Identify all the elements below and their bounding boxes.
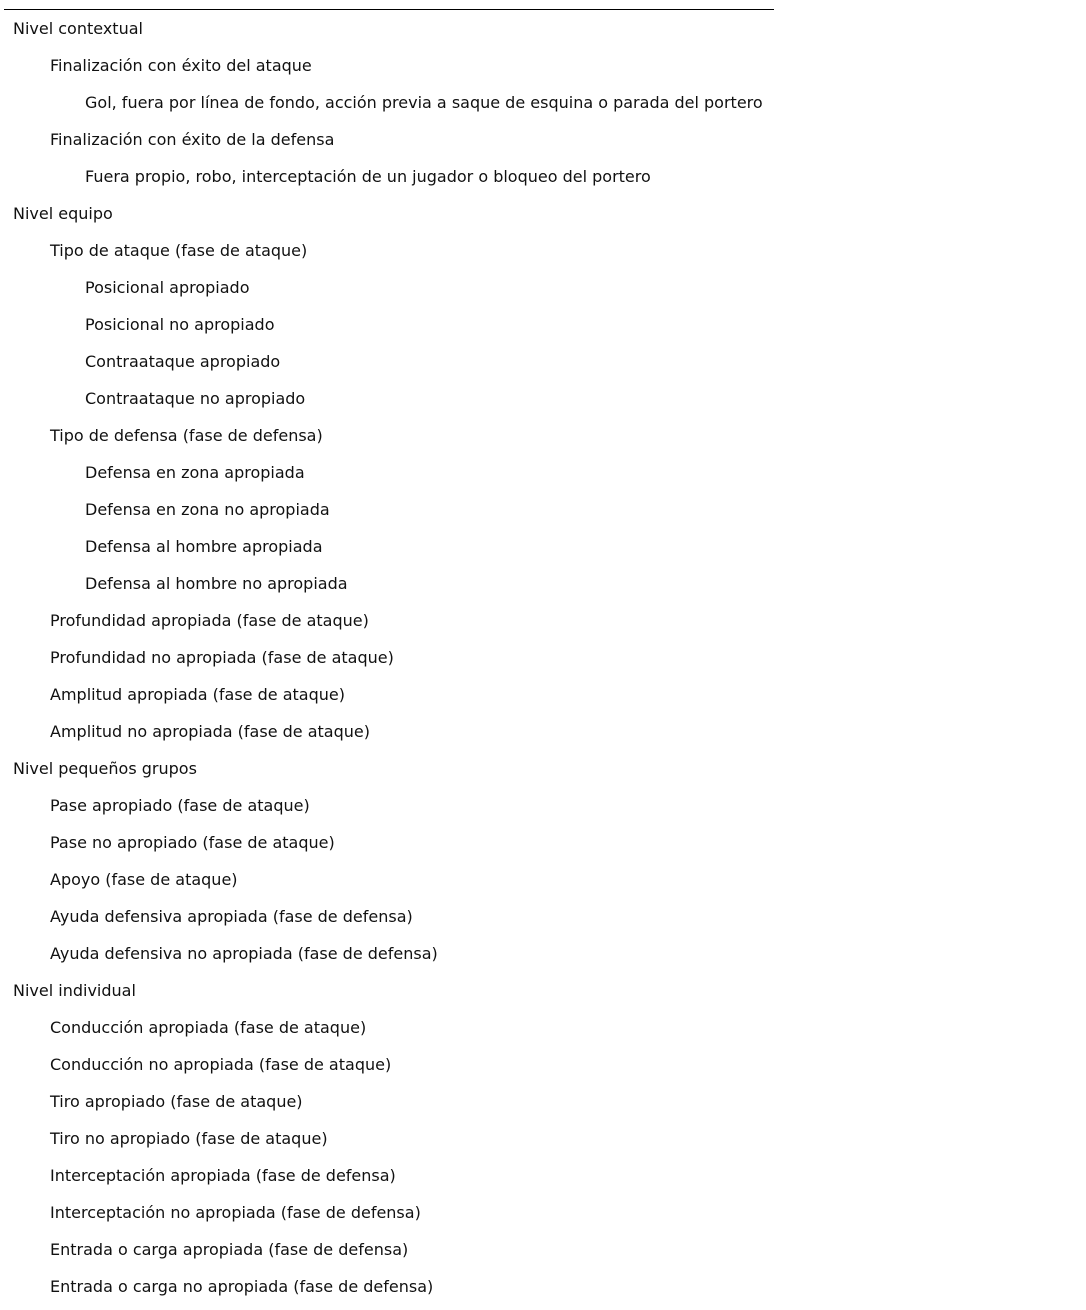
category-item: Conducción no apropiada (fase de ataque)	[50, 1055, 392, 1074]
category-item: Entrada o carga apropiada (fase de defensa)	[50, 1240, 409, 1259]
category-item: Tiro apropiado (fase de ataque)	[50, 1092, 303, 1111]
category-item: Amplitud no apropiada (fase de ataque)	[50, 722, 370, 741]
category-item: Posicional apropiado	[85, 278, 250, 297]
category-item: Amplitud apropiada (fase de ataque)	[50, 685, 345, 704]
category-item: Interceptación no apropiada (fase de defensa)	[50, 1203, 421, 1222]
category-item: Gol, fuera por línea de fondo, acción previa a saque de esquina o parada del portero	[85, 93, 763, 112]
category-item: Contraataque apropiado	[85, 352, 281, 371]
category-item: Ayuda defensiva apropiada (fase de defensa)	[50, 907, 413, 926]
category-item: Profundidad apropiada (fase de ataque)	[50, 611, 369, 630]
category-level-nivel-individual: Nivel individual	[13, 981, 136, 1000]
category-item: Apoyo (fase de ataque)	[50, 870, 238, 889]
category-item: Interceptación apropiada (fase de defensa)	[50, 1166, 396, 1185]
category-item: Tiro no apropiado (fase de ataque)	[50, 1129, 328, 1148]
category-item: Conducción apropiada (fase de ataque)	[50, 1018, 367, 1037]
category-level-nivel-equipo: Nivel equipo	[13, 204, 113, 223]
category-item: Profundidad no apropiada (fase de ataque)	[50, 648, 394, 667]
category-item: Pase apropiado (fase de ataque)	[50, 796, 310, 815]
category-item: Posicional no apropiado	[85, 315, 275, 334]
category-item: Pase no apropiado (fase de ataque)	[50, 833, 335, 852]
category-level-nivel-pequenos-grupos: Nivel pequeños grupos	[13, 759, 197, 778]
category-item: Defensa en zona no apropiada	[85, 500, 330, 519]
category-item: Finalización con éxito del ataque	[50, 56, 312, 75]
category-item: Defensa en zona apropiada	[85, 463, 305, 482]
category-item: Defensa al hombre no apropiada	[85, 574, 348, 593]
category-level-nivel-contextual: Nivel contextual	[13, 19, 143, 38]
category-item: Defensa al hombre apropiada	[85, 537, 323, 556]
category-item: Contraataque no apropiado	[85, 389, 306, 408]
category-item: Entrada o carga no apropiada (fase de defensa)	[50, 1277, 434, 1296]
category-item: Finalización con éxito de la defensa	[50, 130, 335, 149]
category-item: Ayuda defensiva no apropiada (fase de defensa)	[50, 944, 438, 963]
category-outline	[0, 10, 763, 1305]
category-item: Tipo de ataque (fase de ataque)	[50, 241, 308, 260]
category-item: Fuera propio, robo, interceptación de un jugador o bloqueo del portero	[85, 167, 651, 186]
category-item: Tipo de defensa (fase de defensa)	[50, 426, 323, 445]
